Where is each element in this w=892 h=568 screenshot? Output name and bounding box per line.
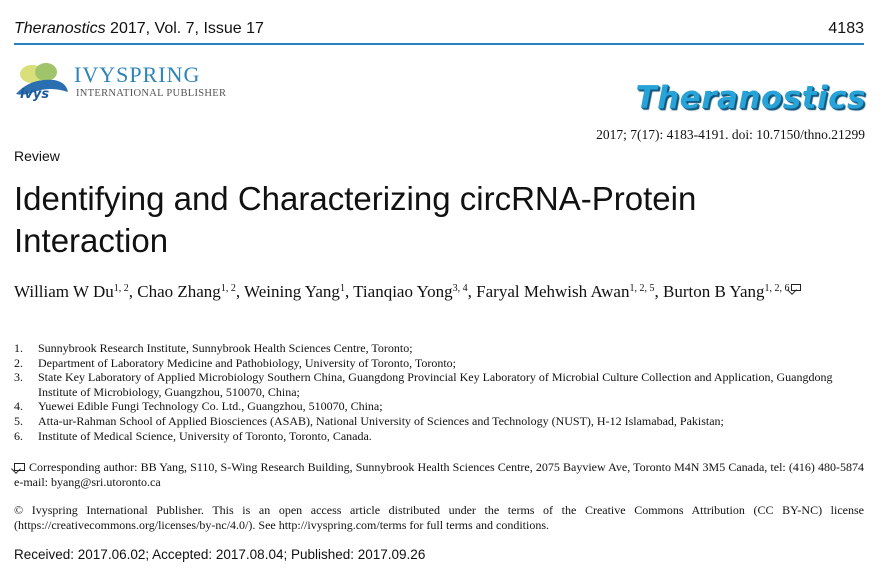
title-line-2: Interaction <box>14 222 169 259</box>
affiliation-item <box>14 399 864 414</box>
author-name: Tianqiao Yong <box>353 282 453 301</box>
author-separator: , <box>344 282 354 301</box>
affiliation-text: Atta-ur-Rahman School of Applied Biosciences (ASAB), National University of Sciences and Technology (NUST), H-12 Islamabad, Pakistan; <box>38 413 724 428</box>
author-name: Weining Yang <box>244 282 340 301</box>
affiliation-item <box>14 356 864 371</box>
title-line-1: Identifying and Characterizing circRNA-Protein <box>14 180 697 217</box>
svg-text:ivys: ivys <box>20 87 50 102</box>
affiliation-number: 3. <box>14 370 23 385</box>
running-header <box>14 16 864 40</box>
ivyspring-logo <box>10 58 230 106</box>
envelope-icon <box>14 463 25 471</box>
author-affiliation-marker: 3, 4 <box>452 283 468 294</box>
affiliation-text: State Key Laboratory of Applied Microbiology Southern China, Guangdong Provincial Key Laboratory of Microbial Culture Collection and Application, Guangdong Institute of Microbiology, Guangzhou, 510070, China; <box>38 370 833 399</box>
affiliation-list <box>14 341 864 443</box>
author-affiliation-marker: 1, 2 <box>220 283 236 294</box>
author-separator: , <box>467 282 477 301</box>
ivyspring-subtitle: INTERNATIONAL PUBLISHER <box>76 88 227 99</box>
author-list <box>14 281 864 303</box>
article-type: Review <box>14 148 60 164</box>
affiliation-number: 4. <box>14 399 23 414</box>
corresponding-author <box>14 460 864 490</box>
affiliation-text: Sunnybrook Research Institute, Sunnybrook Health Sciences Centre, Toronto; <box>38 341 413 355</box>
journal-name: Theranostics <box>14 20 106 37</box>
affiliation-number: 2. <box>14 355 23 370</box>
affiliation-number: 6. <box>14 428 23 443</box>
article-title <box>14 178 874 262</box>
author-affiliation-marker: 1, 2, 6 <box>764 283 790 294</box>
author-affiliation-marker: 1 <box>339 283 345 294</box>
affiliation-item <box>14 429 864 444</box>
affiliation-number: 5. <box>14 413 23 428</box>
ivyspring-leaf-icon <box>10 58 70 104</box>
publication-dates: Received: 2017.06.02; Accepted: 2017.08.04; Published: 2017.09.26 <box>14 547 426 562</box>
author-separator: , <box>128 282 138 301</box>
affiliation-item <box>14 414 864 429</box>
author-affiliation-marker: 1, 2, 5 <box>629 283 655 294</box>
theranostics-logo: Theranostics <box>635 80 866 116</box>
author-name: Burton B Yang <box>662 282 765 301</box>
corresponding-text: Corresponding author: BB Yang, S110, S-Wing Research Building, Sunnybrook Health Sciences Centre, 2075 Bayview Ave, Toronto M4N 3M5 Canada, tel: (416) 480-5874 e-mail: byang@sri.utoronto.ca <box>14 460 864 489</box>
affiliation-text: Institute of Medical Science, University of Toronto, Toronto, Canada. <box>38 428 372 443</box>
affiliation-item <box>14 341 864 356</box>
envelope-icon <box>791 284 801 291</box>
affiliation-text: Department of Laboratory Medicine and Pathobiology, University of Toronto, Toronto; <box>38 355 457 370</box>
author-separator: , <box>654 282 663 301</box>
affiliation-text: Yuewei Edible Fungi Technology Co. Ltd., Guangzhou, 510070, China; <box>38 399 383 414</box>
license-notice: © Ivyspring International Publisher. This is an open access article distributed under the terms of the Creative Commons Attribution (CC BY-NC) license (https://creativecommons.org/licenses/by-nc/4.0/). See http://ivyspring.com/terms for full terms and conditions. <box>14 503 864 532</box>
affiliation-number: 1. <box>14 341 23 355</box>
journal-volume-issue: 2017, Vol. 7, Issue 17 <box>105 20 264 37</box>
author-name: Faryal Mehwish Awan <box>476 282 630 301</box>
author-name: Chao Zhang <box>137 282 221 301</box>
page-number: 4183 <box>828 20 864 37</box>
ivyspring-name: IVYSPRING <box>74 62 201 87</box>
author-separator: , <box>235 282 245 301</box>
author-affiliation-marker: 1, 2 <box>113 283 129 294</box>
affiliation-item <box>14 370 864 399</box>
citation-doi: 2017; 7(17): 4183-4191. doi: 10.7150/thno.21299 <box>596 127 865 142</box>
journal-issue <box>14 20 264 38</box>
author-name: William W Du <box>14 282 114 301</box>
header-rule <box>14 43 864 45</box>
